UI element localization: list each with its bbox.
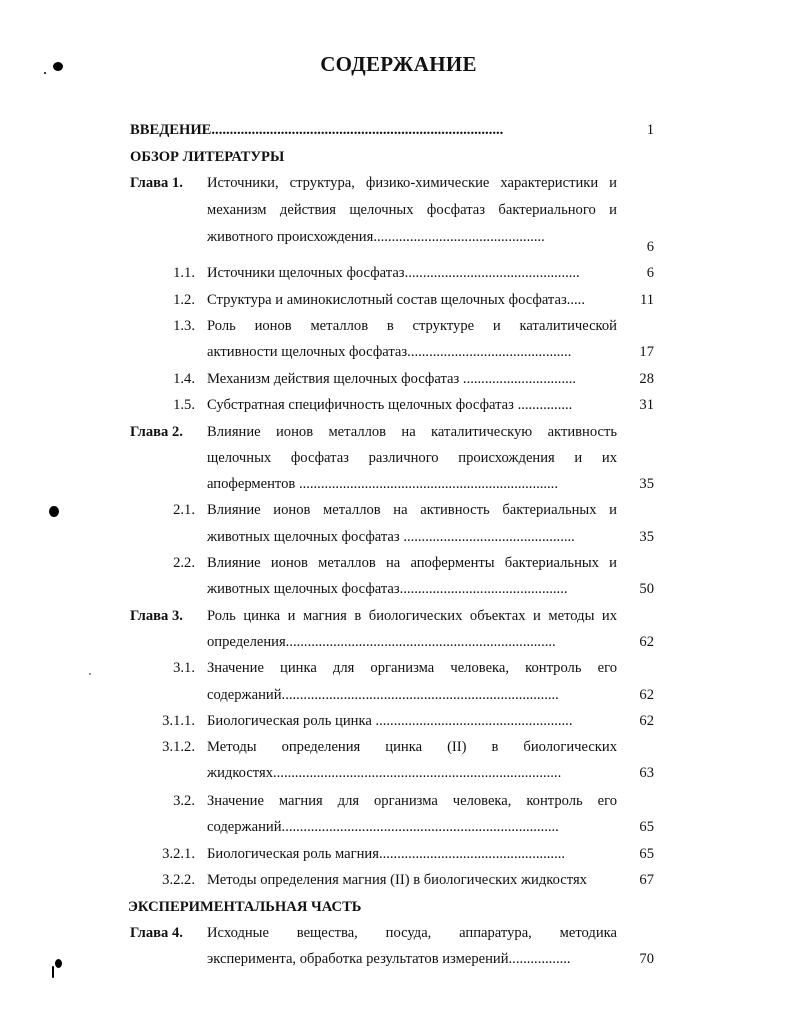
scan-blot-icon bbox=[55, 959, 62, 968]
toc-entry-text: жидкостях............................................................................... bbox=[207, 765, 562, 781]
toc-entry-text: животного происхождения............................................... bbox=[207, 229, 545, 245]
toc-page-number: 67 bbox=[639, 872, 654, 888]
toc-page-number: 28 bbox=[639, 371, 654, 387]
toc-section-label: 1.1. bbox=[173, 265, 195, 281]
toc-page-number: 63 bbox=[639, 765, 654, 781]
toc-section-label: 1.4. bbox=[173, 371, 195, 387]
toc-page-number: 1 bbox=[646, 122, 654, 138]
scan-speck-icon bbox=[89, 673, 91, 675]
toc-entry-text: Значение магния для организма человека, контроль его bbox=[207, 793, 617, 809]
toc-section-label: 1.5. bbox=[173, 397, 195, 413]
toc-entry-text: животных щелочных фосфатаз.............................................. bbox=[207, 581, 568, 597]
toc-page-number: 6 bbox=[646, 239, 654, 255]
toc-section-experimental: ЭКСПЕРИМЕНТАЛЬНАЯ ЧАСТЬ bbox=[128, 899, 362, 915]
toc-entry-text: апоферментов ....................................................................... bbox=[207, 476, 558, 492]
toc-page-number: 70 bbox=[639, 951, 654, 967]
scan-speck-icon bbox=[44, 72, 46, 74]
toc-entry-text: Исходные вещества, посуда, аппаратура, методика bbox=[207, 925, 617, 941]
toc-page-number: 65 bbox=[639, 819, 654, 835]
toc-entry-text: Значение цинка для организма человека, контроль его bbox=[207, 660, 617, 676]
toc-entry-text: Методы определения магния (II) в биологических жидкостях bbox=[207, 872, 587, 888]
toc-entry-text: эксперимента, обработка результатов измерений................. bbox=[207, 951, 571, 967]
toc-entry-text: Источники щелочных фосфатаз................................................ bbox=[207, 265, 580, 281]
toc-page-number: 62 bbox=[639, 687, 654, 703]
toc-chapter-label: Глава 2. bbox=[130, 424, 183, 440]
toc-entry-text: содержаний............................................................................ bbox=[207, 687, 559, 703]
scan-mark-icon bbox=[52, 966, 54, 978]
toc-page-number: 31 bbox=[639, 397, 654, 413]
toc-entry-text: щелочных фосфатаз различного происхождения и их bbox=[207, 450, 617, 466]
toc-page-number: 65 bbox=[639, 846, 654, 862]
toc-entry-text: Биологическая роль цинка ...................................................... bbox=[207, 713, 573, 729]
toc-entry-text: животных щелочных фосфатаз ............................................... bbox=[207, 529, 575, 545]
toc-entry-text: содержаний............................................................................ bbox=[207, 819, 559, 835]
toc-entry-text: определения.......................................................................... bbox=[207, 634, 556, 650]
toc-entry-text: Источники, структура, физико-химические характеристики и bbox=[207, 175, 617, 191]
toc-entry-text: Влияние ионов металлов на апоферменты бактериальных и bbox=[207, 555, 617, 571]
toc-page-number: 35 bbox=[639, 529, 654, 545]
toc-entry-text: Методы определения цинка (II) в биологических bbox=[207, 739, 617, 755]
toc-entry-text: Роль ионов металлов в структуре и каталитической bbox=[207, 318, 617, 334]
toc-section-literature-review: ОБЗОР ЛИТЕРАТУРЫ bbox=[130, 149, 285, 165]
toc-entry-text: Роль цинка и магния в биологических объектах и методы их bbox=[207, 608, 617, 624]
scan-blot-icon bbox=[53, 62, 63, 71]
toc-page-number: 11 bbox=[639, 292, 654, 308]
toc-section-label: 3.1. bbox=[173, 660, 195, 676]
toc-entry-text: механизм действия щелочных фосфатаз бактериального и bbox=[207, 202, 617, 218]
toc-section-label: 3.2. bbox=[173, 793, 195, 809]
toc-page-number: 35 bbox=[639, 476, 654, 492]
toc-section-label: 2.2. bbox=[173, 555, 195, 571]
toc-section-label: 2.1. bbox=[173, 502, 195, 518]
page-title: СОДЕРЖАНИЕ bbox=[320, 52, 477, 76]
toc-section-label: 1.2. bbox=[173, 292, 195, 308]
toc-entry-introduction: ВВЕДЕНИЕ................................................................................ bbox=[130, 122, 504, 138]
toc-entry-text: Влияние ионов металлов на активность бактериальных и bbox=[207, 502, 617, 518]
toc-entry-text: Биологическая роль магния................................................... bbox=[207, 846, 566, 862]
toc-page-number: 62 bbox=[639, 634, 654, 650]
toc-page-number: 6 bbox=[646, 265, 654, 281]
toc-entry-text: Механизм действия щелочных фосфатаз ............................... bbox=[207, 371, 577, 387]
toc-subsection-label: 3.1.1. bbox=[162, 713, 195, 729]
toc-entry-text: Субстратная специфичность щелочных фосфатаз ............... bbox=[207, 397, 573, 413]
toc-page-number: 17 bbox=[639, 344, 654, 360]
toc-subsection-label: 3.1.2. bbox=[162, 739, 195, 755]
toc-subsection-label: 3.2.1. bbox=[162, 846, 195, 862]
toc-chapter-label: Глава 4. bbox=[130, 925, 183, 941]
toc-entry-text: Структура и аминокислотный состав щелочных фосфатаз..... bbox=[207, 292, 585, 308]
toc-chapter-label: Глава 1. bbox=[130, 175, 183, 191]
toc-section-label: 1.3. bbox=[173, 318, 195, 334]
toc-page-number: 62 bbox=[639, 713, 654, 729]
toc-entry-text: Влияние ионов металлов на каталитическую активность bbox=[207, 424, 617, 440]
toc-page-number: 50 bbox=[639, 581, 654, 597]
toc-chapter-label: Глава 3. bbox=[130, 608, 183, 624]
scan-hole-icon bbox=[49, 506, 59, 517]
toc-subsection-label: 3.2.2. bbox=[162, 872, 195, 888]
toc-entry-text: активности щелочных фосфатаз............................................. bbox=[207, 344, 572, 360]
